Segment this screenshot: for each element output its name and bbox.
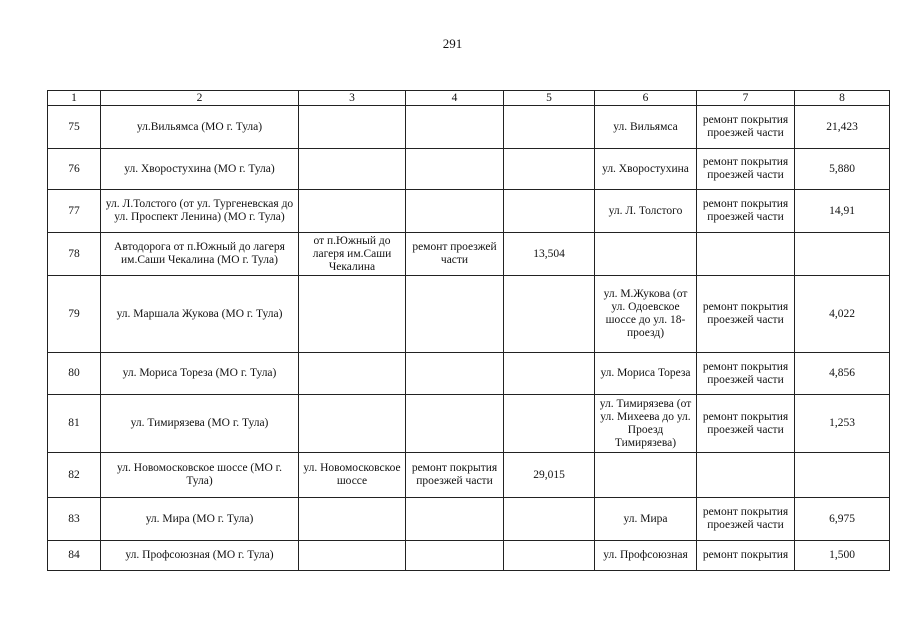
value-cell: 1,253	[795, 395, 890, 453]
value-cell: 6,975	[795, 498, 890, 541]
column-header: 6	[595, 91, 697, 106]
section-cell: от п.Южный до лагеря им.Саши Чекалина	[299, 233, 406, 276]
section-cell	[299, 541, 406, 571]
street-cell	[595, 233, 697, 276]
road-name-cell: ул. Новомосковское шоссе (МО г. Тула)	[101, 453, 299, 498]
value-cell: 1,500	[795, 541, 890, 571]
column-header: 2	[101, 91, 299, 106]
work-type-cell	[406, 276, 504, 353]
work-type-cell: ремонт проезжей части	[406, 233, 504, 276]
table-row	[48, 276, 890, 353]
value-cell: 5,880	[795, 149, 890, 190]
repair-type-cell: ремонт покрытия проезжей части	[697, 190, 795, 233]
section-cell	[299, 353, 406, 395]
table-row	[48, 453, 890, 498]
repair-type-cell: ремонт покрытия проезжей части	[697, 498, 795, 541]
repair-type-cell: ремонт покрытия проезжей части	[697, 353, 795, 395]
repair-type-cell: ремонт покрытия	[697, 541, 795, 571]
row-number-cell: 83	[48, 498, 101, 541]
street-cell: ул. Вильямса	[595, 106, 697, 149]
column-header: 5	[504, 91, 595, 106]
table-row	[48, 498, 890, 541]
column-header: 3	[299, 91, 406, 106]
road-name-cell: ул.Вильямса (МО г. Тула)	[101, 106, 299, 149]
repair-type-cell: ремонт покрытия проезжей части	[697, 395, 795, 453]
value-cell: 4,856	[795, 353, 890, 395]
length-cell	[504, 190, 595, 233]
work-type-cell: ремонт покрытия проезжей части	[406, 453, 504, 498]
repair-type-cell	[697, 453, 795, 498]
row-number-cell: 78	[48, 233, 101, 276]
row-number-cell: 84	[48, 541, 101, 571]
street-cell: ул. Тимирязева (от ул. Михеева до ул. Проезд Тимирязева)	[595, 395, 697, 453]
length-cell: 13,504	[504, 233, 595, 276]
value-cell: 4,022	[795, 276, 890, 353]
length-cell	[504, 498, 595, 541]
section-cell	[299, 149, 406, 190]
work-type-cell	[406, 353, 504, 395]
street-cell: ул. Хворостухина	[595, 149, 697, 190]
row-number-cell: 81	[48, 395, 101, 453]
street-cell: ул. М.Жукова (от ул. Одоевское шоссе до ул. 18-проезд)	[595, 276, 697, 353]
road-name-cell: ул. Мира (МО г. Тула)	[101, 498, 299, 541]
table-row	[48, 106, 890, 149]
repair-type-cell: ремонт покрытия проезжей части	[697, 276, 795, 353]
page-number: 291	[442, 36, 463, 51]
section-cell	[299, 190, 406, 233]
column-number-row	[48, 91, 890, 106]
length-cell: 29,015	[504, 453, 595, 498]
road-name-cell: ул. Маршала Жукова (МО г. Тула)	[101, 276, 299, 353]
street-cell: ул. Мориса Тореза	[595, 353, 697, 395]
work-type-cell	[406, 149, 504, 190]
row-number-cell: 79	[48, 276, 101, 353]
street-cell: ул. Мира	[595, 498, 697, 541]
column-header: 7	[697, 91, 795, 106]
road-name-cell: Автодорога от п.Южный до лагеря им.Саши Чекалина (МО г. Тула)	[101, 233, 299, 276]
length-cell	[504, 106, 595, 149]
table-row	[48, 190, 890, 233]
work-type-cell	[406, 395, 504, 453]
section-cell: ул. Новомосковское шоссе	[299, 453, 406, 498]
row-number-cell: 77	[48, 190, 101, 233]
street-cell	[595, 453, 697, 498]
length-cell	[504, 541, 595, 571]
work-type-cell	[406, 190, 504, 233]
work-type-cell	[406, 498, 504, 541]
length-cell	[504, 276, 595, 353]
value-cell	[795, 453, 890, 498]
column-header: 8	[795, 91, 890, 106]
length-cell	[504, 353, 595, 395]
table-row	[48, 149, 890, 190]
repair-type-cell: ремонт покрытия проезжей части	[697, 149, 795, 190]
length-cell	[504, 395, 595, 453]
road-name-cell: ул. Мориса Тореза (МО г. Тула)	[101, 353, 299, 395]
work-type-cell	[406, 541, 504, 571]
road-name-cell: ул. Л.Толстого (от ул. Тургеневская до ул. Проспект Ленина) (МО г. Тула)	[101, 190, 299, 233]
street-cell: ул. Л. Толстого	[595, 190, 697, 233]
column-header: 1	[48, 91, 101, 106]
section-cell	[299, 106, 406, 149]
section-cell	[299, 395, 406, 453]
work-type-cell	[406, 106, 504, 149]
row-number-cell: 80	[48, 353, 101, 395]
road-name-cell: ул. Тимирязева (МО г. Тула)	[101, 395, 299, 453]
section-cell	[299, 498, 406, 541]
repair-type-cell	[697, 233, 795, 276]
section-cell	[299, 276, 406, 353]
table-row	[48, 233, 890, 276]
table-row	[48, 353, 890, 395]
row-number-cell: 76	[48, 149, 101, 190]
value-cell	[795, 233, 890, 276]
value-cell: 21,423	[795, 106, 890, 149]
length-cell	[504, 149, 595, 190]
row-number-cell: 75	[48, 106, 101, 149]
road-name-cell: ул. Профсоюзная (МО г. Тула)	[101, 541, 299, 571]
road-repair-table	[47, 90, 890, 571]
value-cell: 14,91	[795, 190, 890, 233]
street-cell: ул. Профсоюзная	[595, 541, 697, 571]
road-name-cell: ул. Хворостухина (МО г. Тула)	[101, 149, 299, 190]
table-row	[48, 541, 890, 571]
row-number-cell: 82	[48, 453, 101, 498]
table-row	[48, 395, 890, 453]
repair-type-cell: ремонт покрытия проезжей части	[697, 106, 795, 149]
column-header: 4	[406, 91, 504, 106]
